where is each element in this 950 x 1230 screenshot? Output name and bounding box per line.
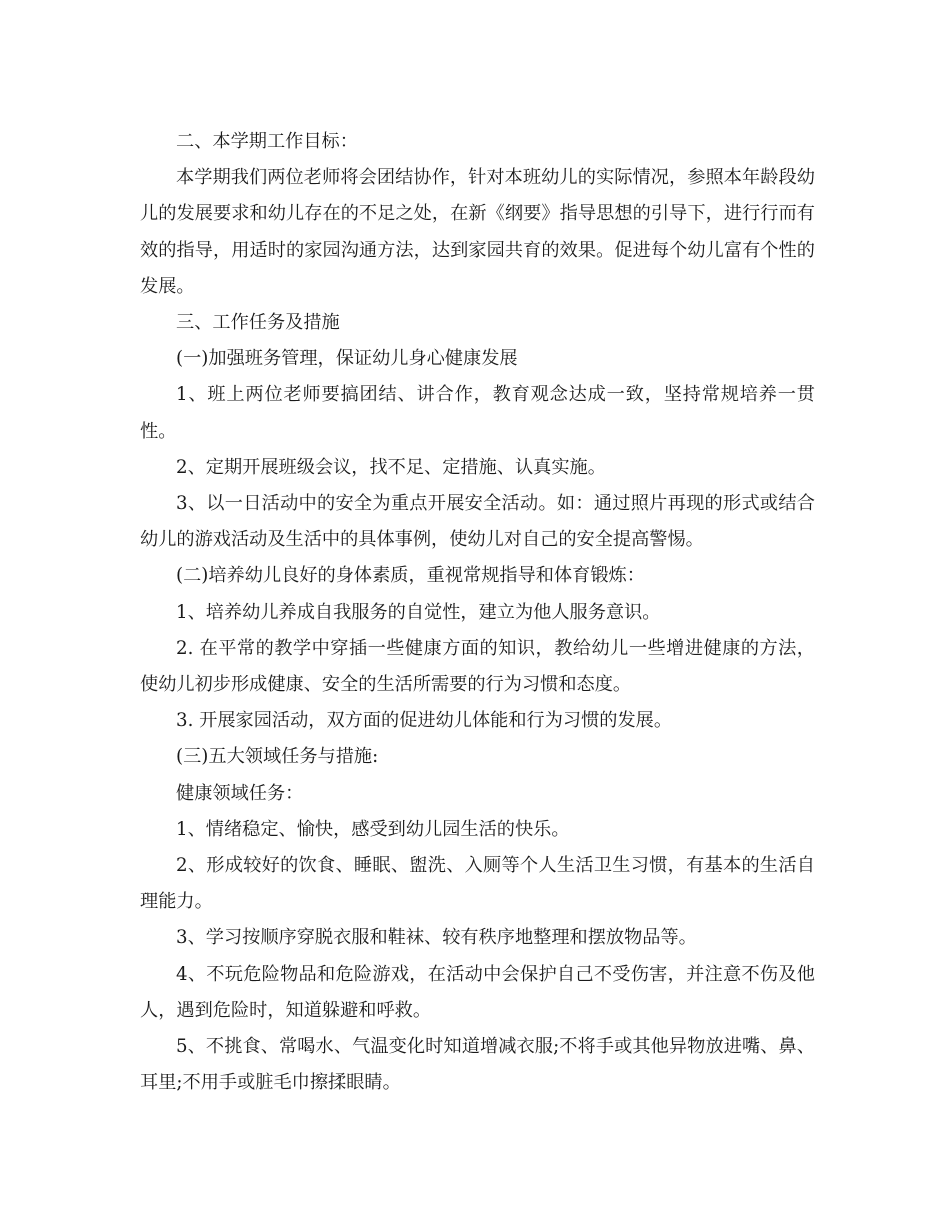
subheading-health-domain: 健康领域任务： — [176, 782, 304, 804]
list-item: 3. 开展家园活动，双方面的促进幼儿体能和行为习惯的发展。 — [176, 710, 673, 732]
list-item: 1、班上两位老师要搞团结、讲合作，教育观念达成一致，坚持常规培养一贯性。 — [140, 384, 815, 442]
section-heading-tasks: 三、工作任务及措施 — [176, 312, 340, 334]
section-heading-goals: 二、本学期工作目标： — [176, 131, 358, 152]
list-item: 2、定期开展班级会议，找不足、定措施、认真实施。 — [176, 456, 606, 478]
document-body — [140, 124, 815, 1101]
list-item: 1、情绪稳定、愉快，感受到幼儿园生活的快乐。 — [176, 818, 570, 840]
list-item: 3、学习按顺序穿脱衣服和鞋袜、较有秩序地整理和摆放物品等。 — [176, 927, 697, 949]
list-item: 2. 在平常的教学中穿插一些健康方面的知识，教给幼儿一些增进健康的方法，使幼儿初步形成健康、安全的生活所需要的行为习惯和态度。 — [140, 637, 815, 696]
paragraph-goals-description: 本学期我们两位老师将会团结协作，针对本班幼儿的实际情况，参照本年龄段幼儿的发展要求和幼儿存在的不足之处，在新《纲要》指导思想的引导下，进行行而有效的指导，用适时的家园沟通方法，达到家园共育的效果。促进每个幼儿富有个性的发展。 — [140, 167, 815, 297]
subheading-class-management: (一)加强班务管理，保证幼儿身心健康发展 — [176, 348, 518, 370]
list-item: 5、不挑食、常喝水、气温变化时知道增减衣服;不将手或其他异物放进嘴、鼻、耳里;不用手或脏毛巾擦揉眼睛。 — [140, 1036, 815, 1094]
list-item: 4、不玩危险物品和危险游戏，在活动中会保护自己不受伤害，并注意不伤及他人，遇到危险时，知道躲避和呼救。 — [140, 963, 815, 1021]
list-item: 3、以一日活动中的安全为重点开展安全活动。如：通过照片再现的形式或结合幼儿的游戏活动及生活中的具体事例，使幼儿对自己的安全提高警惕。 — [140, 493, 815, 551]
list-item: 1、培养幼儿养成自我服务的自觉性，建立为他人服务意识。 — [176, 601, 661, 623]
list-item: 2、形成较好的饮食、睡眠、盥洗、入厕等个人生活卫生习惯，有基本的生活自理能力。 — [140, 855, 815, 913]
subheading-physical-quality: (二)培养幼儿良好的身体素质，重视常规指导和体育锻炼： — [176, 565, 645, 587]
subheading-five-domains: (三)五大领域任务与措施: — [176, 746, 379, 768]
